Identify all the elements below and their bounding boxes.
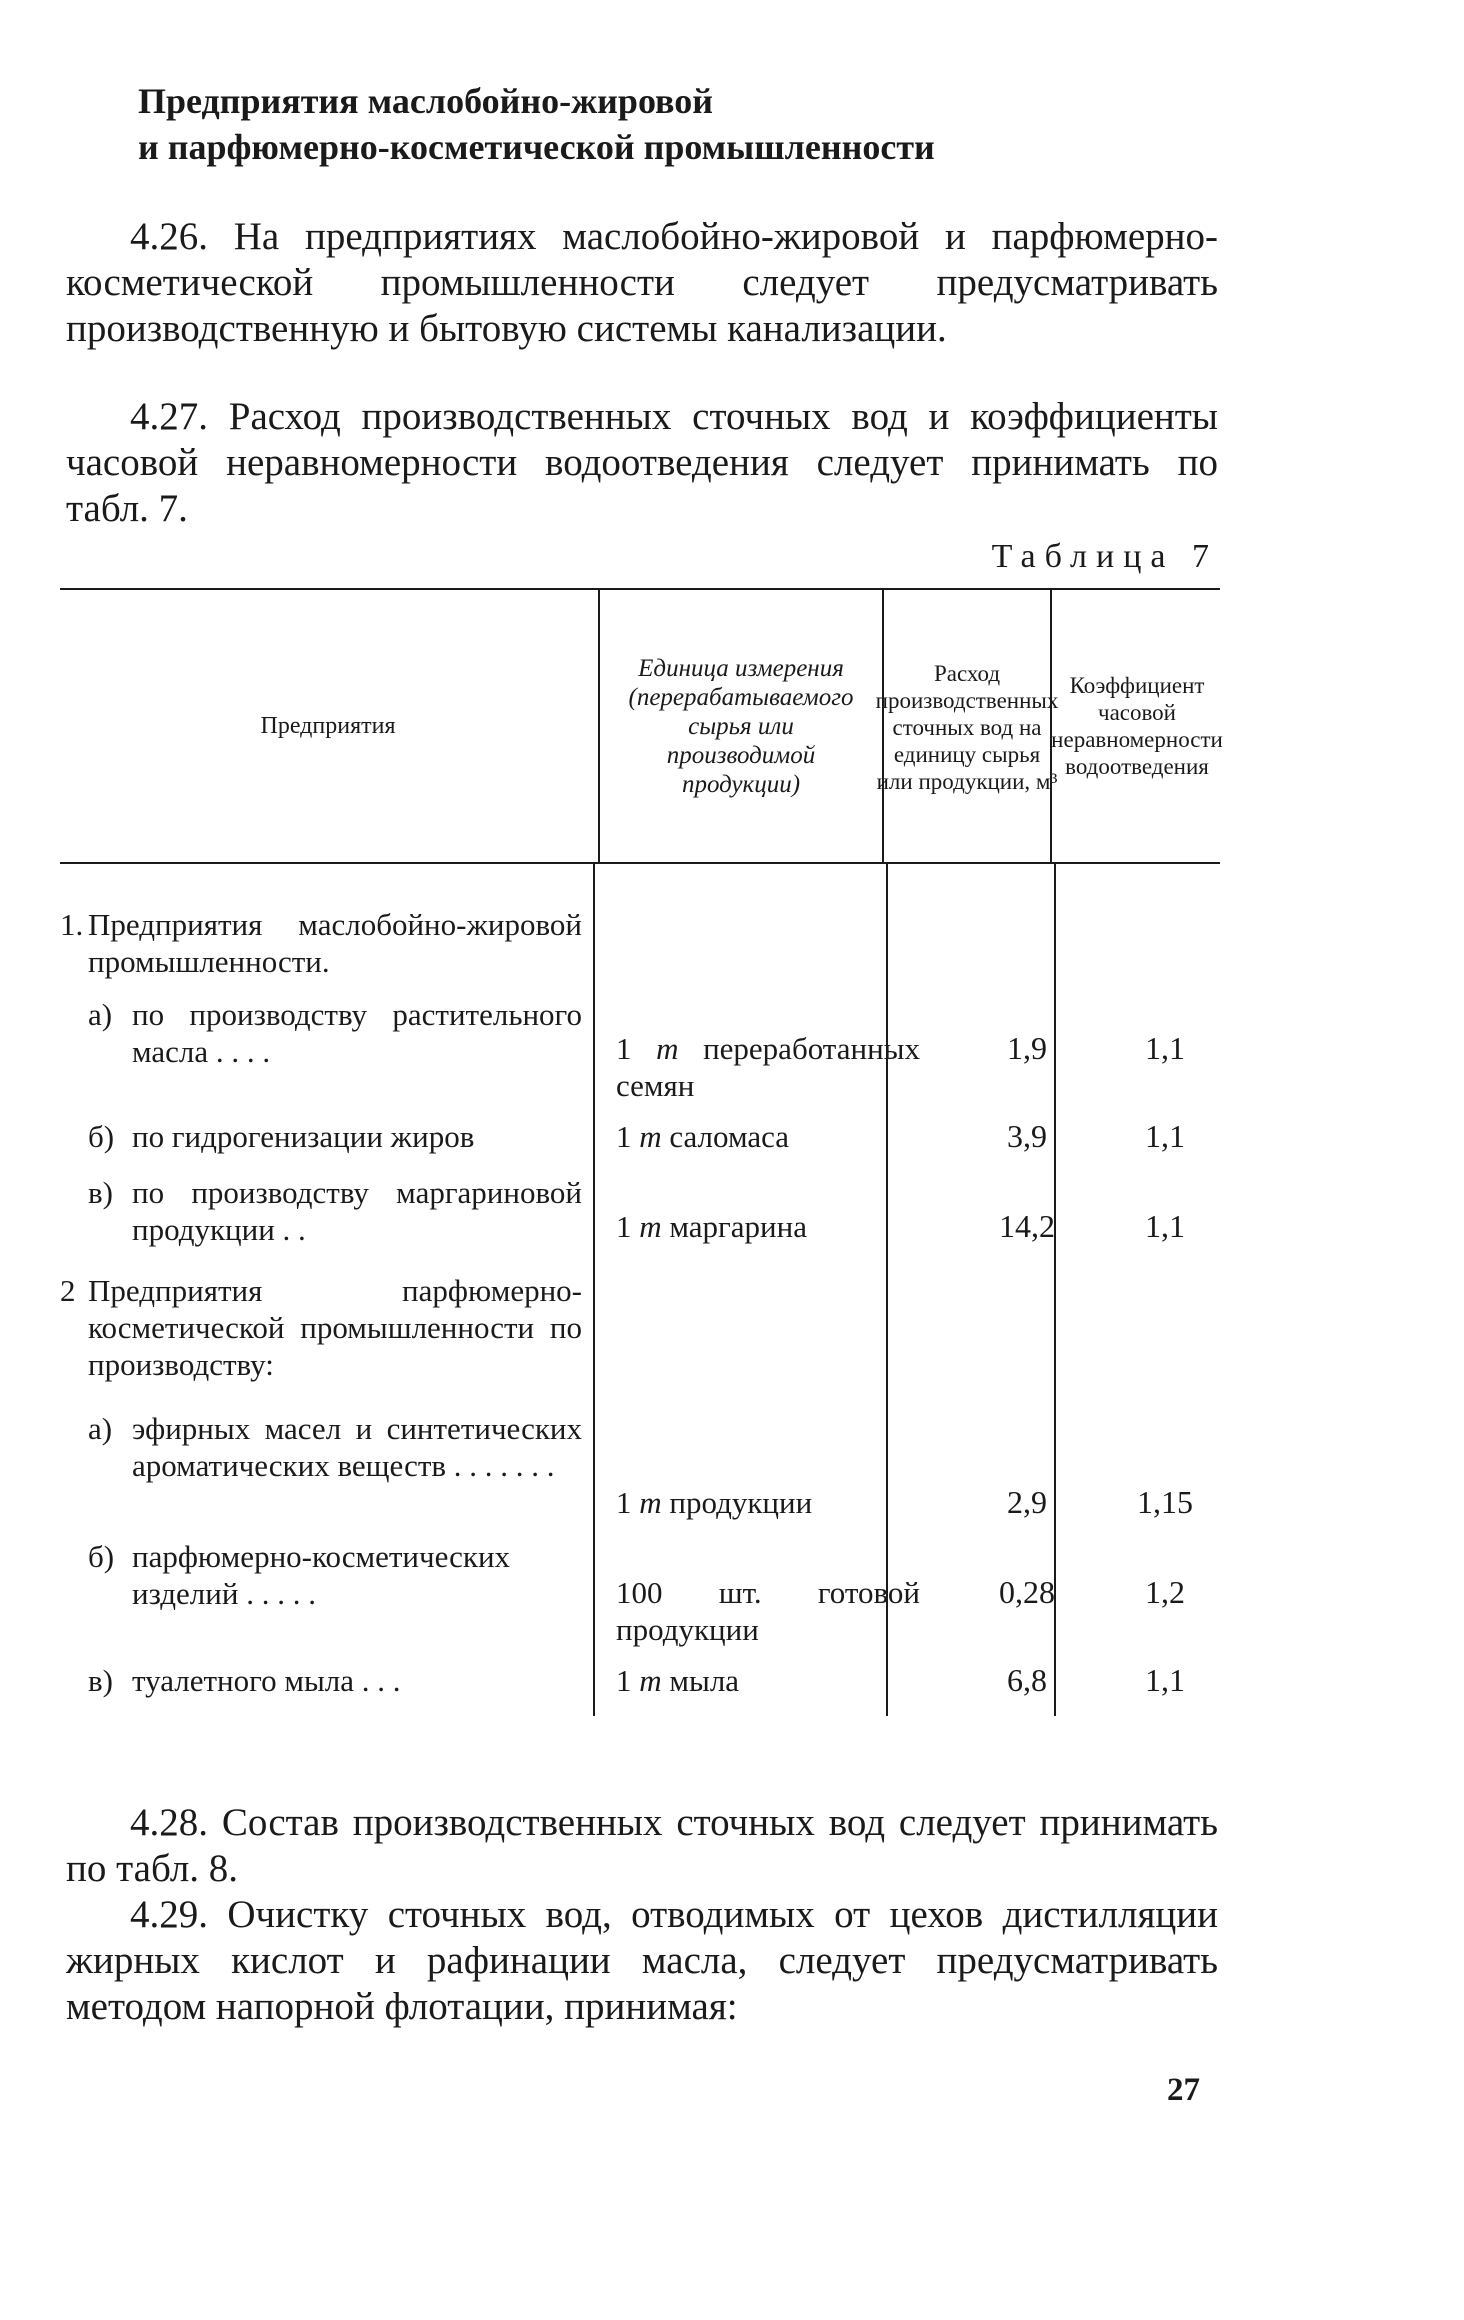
row-1c-letter: в) [88, 1175, 113, 1210]
row-1a-unit-text: переработанных семян [616, 1031, 921, 1103]
row-2c-unit-qty: 1 [616, 1663, 632, 1698]
row-1a-text: по производству растительного масла . . . . [132, 997, 582, 1069]
row-1c-unit-qty: 1 [616, 1209, 632, 1244]
table-body-divider-1 [593, 864, 595, 1716]
row-1a-coefficient: 1,1 [1145, 1030, 1185, 1066]
row-1a-unit [616, 1030, 920, 1104]
header-unit: Единица измерения (перерабатываемого сырья или производимой продукции) [628, 654, 854, 798]
row-2b-flow: 0,28 [999, 1574, 1055, 1610]
row-1b-unit-text: саломаса [669, 1119, 790, 1154]
paragraph-4-29: 4.29. Очистку сточных вод, отводимых от цехов дистилляции жирных кислот и рафинации масла, следует предусматривать методом напорной флотации, принимая: [66, 1893, 1218, 2028]
row-2a-unit [616, 1484, 920, 1521]
paragraph-4-27: 4.27. Расход производственных сточных вод и коэффициенты часовой неравномерности водоотведения следует принимать по табл. 7. [66, 395, 1218, 530]
row-2b-unit [616, 1574, 920, 1648]
row-1a-unit-mark: т [656, 1031, 679, 1066]
row-2c-flow: 6,8 [1007, 1662, 1047, 1698]
row-1c-unit-text: маргарина [669, 1209, 807, 1244]
group-1-label [60, 906, 582, 986]
row-1c-unit [616, 1208, 920, 1245]
row-1b-unit [616, 1118, 920, 1155]
row-2c-unit-mark: т [639, 1663, 662, 1698]
table-row-2c-name [88, 1662, 582, 1702]
row-2b-text: парфюмерно-косметических изделий . . . . . [132, 1539, 511, 1611]
header-flow: Расход производственных сточных вод на единицу сырья или продукции, м³ [875, 660, 1059, 794]
group-2-text: Предприятия парфюмерно-косметической промышленности по производству: [88, 1273, 582, 1382]
row-2a-unit-qty: 1 [616, 1485, 632, 1520]
table-row-2b-name [88, 1538, 582, 1618]
row-2b-unit-text: готовой продукции [616, 1575, 921, 1647]
row-1b-unit-mark: т [639, 1119, 662, 1154]
page-number: 27 [1167, 2072, 1200, 2108]
group-2-number: 2 [60, 1273, 76, 1308]
section-heading [138, 78, 1238, 170]
row-2a-flow: 2,9 [1007, 1484, 1047, 1520]
row-1b-coefficient: 1,1 [1145, 1118, 1185, 1154]
row-2a-unit-mark: т [639, 1485, 662, 1520]
table-7 [60, 588, 1223, 1718]
group-2-label [60, 1272, 582, 1392]
table-row-1c-name [88, 1174, 582, 1254]
row-2c-unit [616, 1662, 920, 1699]
row-1b-letter: б) [88, 1119, 115, 1154]
row-2b-unit-mark: шт. [718, 1575, 762, 1610]
table-header-rule [60, 862, 1220, 864]
table-row-2a-name [88, 1410, 582, 1526]
table-row-1b-name [88, 1118, 582, 1158]
row-2c-text: туалетного мыла . . . [132, 1663, 401, 1698]
table-row-1a-name [88, 996, 582, 1076]
row-1c-unit-mark: т [639, 1209, 662, 1244]
group-1-text: Предприятия маслобойно-жировой промышленности. [88, 907, 582, 979]
row-2b-unit-qty: 100 [616, 1575, 663, 1610]
row-2a-text: эфирных масел и синтетических ароматических веществ . . . . . . . [132, 1411, 582, 1483]
table-header-divider-1 [598, 590, 600, 862]
table-caption: Таблица 7 [991, 538, 1218, 575]
paragraph-4-26: 4.26. На предприятиях маслобойно-жировой и парфюмерно-косметической промышленности следует предусматривать производственную и бытовую системы канализации. [66, 215, 1218, 350]
row-1b-text: по гидрогенизации жиров [132, 1119, 475, 1154]
paragraph-4-28: 4.28. Состав производственных сточных вод следует принимать по табл. 8. [66, 1801, 1218, 1890]
row-2b-letter: б) [88, 1539, 115, 1574]
table-top-rule [60, 588, 1220, 590]
row-2c-letter: в) [88, 1663, 113, 1698]
row-1b-flow: 3,9 [1007, 1118, 1047, 1154]
row-1a-unit-qty: 1 [616, 1031, 632, 1066]
row-1c-coefficient: 1,1 [1145, 1208, 1185, 1244]
header-coefficient: Коэффициент часовой неравномерности водоотведения [1051, 673, 1223, 779]
row-1c-flow: 14,2 [999, 1208, 1055, 1244]
row-2a-unit-text: продукции [669, 1485, 813, 1520]
row-2c-coefficient: 1,1 [1145, 1662, 1185, 1698]
heading-line-1: Предприятия маслобойно-жировой [138, 81, 713, 121]
row-1a-flow: 1,9 [1007, 1030, 1047, 1066]
row-2a-letter: а) [88, 1411, 113, 1446]
group-1-number: 1. [60, 907, 84, 942]
heading-line-2: и парфюмерно-косметической промышленности [138, 127, 935, 167]
row-2b-coefficient: 1,2 [1145, 1574, 1185, 1610]
row-1c-text: по производству маргариновой продукции . . [132, 1175, 582, 1247]
row-1b-unit-qty: 1 [616, 1119, 632, 1154]
row-2c-unit-text: мыла [669, 1663, 740, 1698]
header-enterprises: Предприятия [260, 712, 396, 739]
row-1a-letter: а) [88, 997, 113, 1032]
row-2a-coefficient: 1,15 [1137, 1484, 1193, 1520]
